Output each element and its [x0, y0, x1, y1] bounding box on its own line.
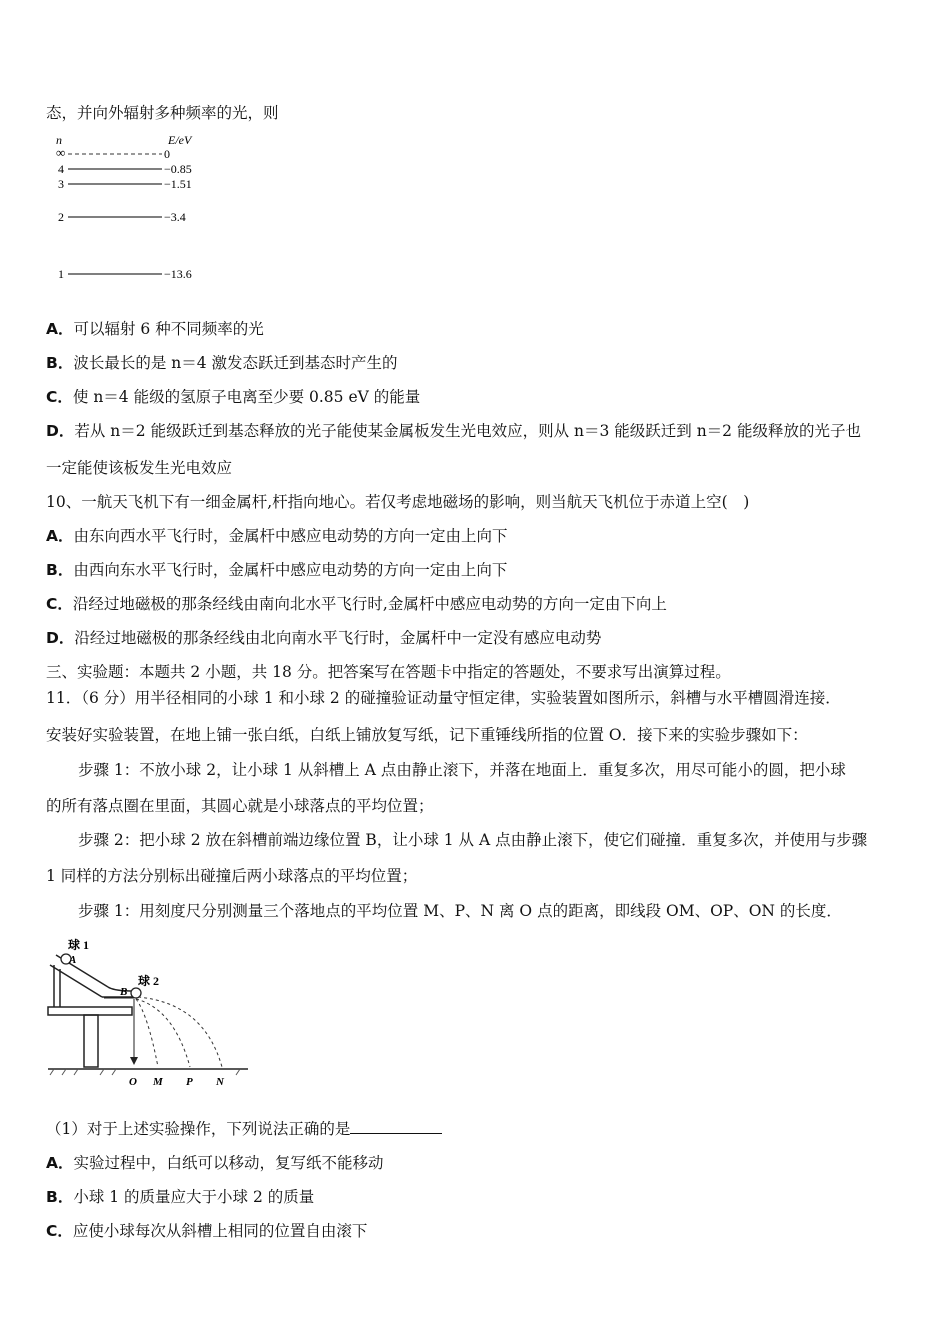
- trajectory-p: [136, 999, 190, 1067]
- table-top: [48, 1007, 132, 1015]
- q11-step2-line2: 1 同样的方法分别标出碰撞后两小球落点的平均位置；: [46, 867, 418, 885]
- level-3: [58, 177, 192, 191]
- q11-step1-line2: 的所有落点圈在里面，其圆心就是小球落点的平均位置；: [46, 797, 434, 815]
- q10-option-d[interactable]: D．沿经过地磁极的那条经线由北向南水平飞行时，金属杆中一定没有感应电动势: [46, 629, 602, 647]
- level-inf: [56, 145, 170, 161]
- answer-blank[interactable]: [350, 1119, 442, 1134]
- q10-stem: 10、一航天飞机下有一细金属杆,杆指向地心。若仅考虑地磁场的影响，则当航天飞机位于赤道上空( ): [46, 493, 750, 511]
- q11-line2: 安装好实验装置，在地上铺一张白纸，白纸上铺放复写纸，记下重锤线所指的位置 O．接下来的实验步骤如下：: [46, 726, 808, 744]
- q11-option-c[interactable]: C．应使小球每次从斜槽上相同的位置自由滚下: [46, 1222, 368, 1240]
- q10-option-c[interactable]: C．沿经过地磁极的那条经线由南向北水平飞行时,金属杆中感应电动势的方向一定由下向上: [46, 595, 667, 613]
- q11-step1-line1: 步骤 1：不放小球 2，让小球 1 从斜槽上 A 点由静止滚下，并落在地面上．重复多次，用尽可能小的圆，把小球: [78, 761, 846, 779]
- ball-2-label: 球 2: [138, 974, 160, 988]
- svg-text:∞: ∞: [56, 145, 66, 160]
- q9-option-d-continued: 一定能使该板发生光电效应: [46, 459, 233, 477]
- svg-text:2: 2: [58, 210, 64, 224]
- svg-text:0: 0: [164, 147, 170, 161]
- svg-text:3: 3: [58, 177, 64, 191]
- ball-1-label: 球 1: [68, 938, 90, 952]
- q11-step3: 步骤 1：用刻度尺分别测量三个落地点的平均位置 M、P、N 离 O 点的距离，即线段 OM、OP、ON 的长度．: [78, 902, 842, 920]
- q11-line1: 11．（6 分）用半径相同的小球 1 和小球 2 的碰撞验证动量守恒定律，实验装置如图所示，斜槽与水平槽圆滑连接．: [46, 689, 841, 707]
- svg-text:−1.51: −1.51: [164, 177, 192, 191]
- incline-top: [50, 965, 102, 997]
- q11-subquestion-1: （1）对于上述实验操作，下列说法正确的是: [46, 1119, 442, 1139]
- svg-text:−0.85: −0.85: [164, 162, 192, 176]
- table-leg: [84, 1015, 98, 1067]
- q9-option-d[interactable]: D．若从 n＝2 能级跃迁到基态释放的光子能使某金属板发生光电效应，则从 n＝3 能级跃迁到 n＝2 能级释放的光子也: [46, 422, 861, 440]
- q11-option-a[interactable]: A．实验过程中，白纸可以移动，复写纸不能移动: [46, 1154, 384, 1172]
- q9-option-a[interactable]: A．可以辐射 6 种不同频率的光: [46, 320, 264, 338]
- ball-2: [131, 988, 141, 998]
- point-p-label: P: [186, 1076, 193, 1088]
- point-n-label: N: [216, 1076, 224, 1088]
- section-3-heading: 三、实验题：本题共 2 小题，共 18 分。把答案写在答题卡中指定的答题处，不要求写出演算过程。: [46, 663, 731, 681]
- n-header: n: [56, 133, 62, 147]
- e-header: E/eV: [168, 133, 192, 147]
- svg-text:4: 4: [58, 162, 64, 176]
- q9-option-c[interactable]: C．使 n＝4 能级的氢原子电离至少要 0.85 eV 的能量: [46, 388, 421, 406]
- collision-apparatus-figure: [44, 935, 254, 1090]
- q11-step2-line1: 步骤 2：把小球 2 放在斜槽前端边缘位置 B，让小球 1 从 A 点由静止滚下，使它们碰撞．重复多次，并使用与步骤: [78, 831, 868, 849]
- q11-option-b[interactable]: B．小球 1 的质量应大于小球 2 的质量: [46, 1188, 315, 1206]
- q10-option-b[interactable]: B．由西向东水平飞行时，金属杆中感应电动势的方向一定由上向下: [46, 561, 508, 579]
- trajectory-m: [136, 999, 158, 1067]
- svg-text:−3.4: −3.4: [164, 210, 186, 224]
- svg-text:−13.6: −13.6: [164, 267, 192, 281]
- svg-text:1: 1: [58, 267, 64, 281]
- level-1: [58, 267, 192, 281]
- point-o-label: O: [129, 1076, 137, 1088]
- energy-level-diagram: [50, 130, 220, 290]
- continuation-line: 态，并向外辐射多种频率的光，则: [46, 104, 279, 122]
- level-2: [58, 210, 186, 224]
- point-m-label: M: [153, 1076, 163, 1088]
- trajectory-n: [138, 997, 222, 1067]
- point-a-label: A: [69, 954, 77, 966]
- point-b-label: B: [120, 986, 128, 998]
- q10-option-a[interactable]: A．由东向西水平飞行时，金属杆中感应电动势的方向一定由上向下: [46, 527, 508, 545]
- q9-option-b[interactable]: B．波长最长的是 n＝4 激发态跃迁到基态时产生的: [46, 354, 398, 372]
- level-4: [58, 162, 192, 176]
